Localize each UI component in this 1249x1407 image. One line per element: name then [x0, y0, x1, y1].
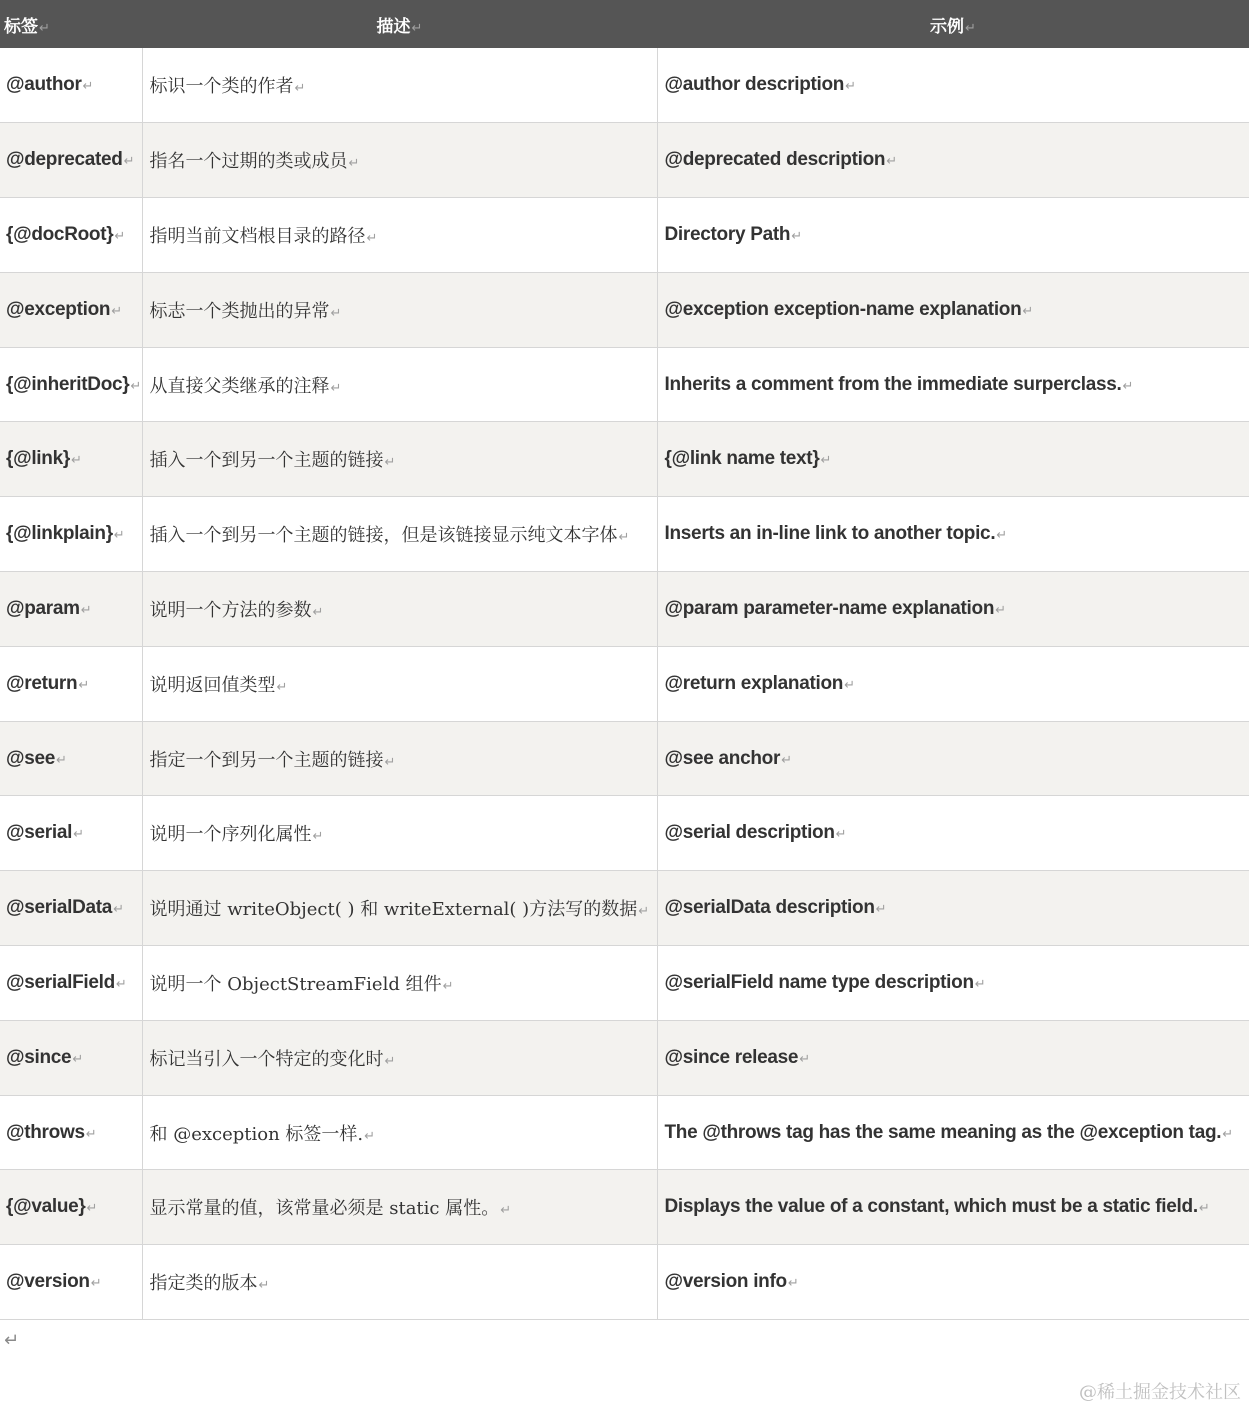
description-text: 显示常量的值，该常量必须是 static 属性。	[149, 1198, 500, 1220]
paragraph-mark-icon: ↵	[70, 453, 82, 469]
example-text: @deprecated description	[664, 149, 886, 171]
table-row	[0, 572, 1249, 647]
description-text: 指定一个到另一个主题的链接	[149, 749, 384, 771]
tag-text: @since	[6, 1046, 72, 1068]
paragraph-mark-icon: ↵	[638, 904, 650, 920]
paragraph-mark-icon: ↵	[276, 679, 288, 695]
table-row	[0, 871, 1249, 946]
table-row	[0, 497, 1249, 572]
paragraph-mark-icon: ↵	[111, 303, 123, 319]
description-text: 说明一个方法的参数	[149, 599, 312, 621]
paragraph-mark-icon: ↵	[312, 829, 324, 845]
description-cell	[142, 721, 657, 796]
tag-text: @exception	[6, 298, 111, 320]
tag-text: @serialData	[6, 897, 113, 919]
paragraph-mark-icon: ↵	[123, 154, 135, 170]
paragraph-mark-icon: ↵	[384, 1053, 396, 1069]
tag-cell	[0, 198, 142, 273]
example-text: @author description	[664, 74, 845, 96]
paragraph-mark-icon: ↵	[90, 1276, 102, 1292]
description-text: 指明当前文档根目录的路径	[149, 225, 366, 247]
example-text: @version info	[664, 1271, 787, 1293]
description-cell	[142, 1095, 657, 1170]
paragraph-mark-icon: ↵	[1198, 1201, 1210, 1217]
example-text: @since release	[664, 1046, 799, 1068]
example-cell	[657, 123, 1249, 198]
description-cell	[142, 572, 657, 647]
example-text: @serialField name type description	[664, 971, 974, 993]
table-row	[0, 1020, 1249, 1095]
paragraph-mark-icon: ↵	[1122, 378, 1134, 394]
example-cell	[657, 646, 1249, 721]
header-tag-label: 标签	[4, 16, 38, 37]
example-cell	[657, 796, 1249, 871]
description-text: 说明通过 writeObject( ) 和 writeExternal( )方法写的数据	[149, 899, 638, 921]
paragraph-mark-icon: ↵	[835, 827, 847, 843]
tag-cell	[0, 48, 142, 123]
tag-cell	[0, 946, 142, 1021]
tag-cell	[0, 1095, 142, 1170]
table-row	[0, 946, 1249, 1021]
tag-text: @param	[6, 597, 80, 619]
table-row	[0, 646, 1249, 721]
description-cell	[142, 646, 657, 721]
paragraph-mark-icon: ↵	[384, 754, 396, 770]
paragraph-mark-icon: ↵	[348, 156, 360, 172]
tag-cell	[0, 796, 142, 871]
tag-text: @see	[6, 747, 56, 769]
header-description-label: 描述	[376, 16, 411, 37]
tag-cell	[0, 572, 142, 647]
description-cell	[142, 198, 657, 273]
example-text: Directory Path	[664, 223, 791, 245]
paragraph-mark-icon: ↵	[113, 528, 125, 544]
paragraph-mark-icon: ↵	[82, 79, 94, 95]
description-text: 说明一个 ObjectStreamField 组件	[149, 973, 442, 995]
table-row	[0, 1170, 1249, 1245]
tag-cell	[0, 497, 142, 572]
paragraph-mark-icon: ↵	[85, 1126, 97, 1142]
description-cell	[142, 347, 657, 422]
header-tag	[0, 0, 142, 48]
example-cell	[657, 572, 1249, 647]
paragraph-mark-icon: ↵	[86, 1201, 98, 1217]
paragraph-mark-icon: ↵	[56, 752, 67, 768]
tag-cell	[0, 272, 142, 347]
table-row	[0, 1095, 1249, 1170]
tag-cell	[0, 1020, 142, 1095]
watermark: @稀土掘金技术社区	[1079, 1382, 1241, 1403]
example-cell	[657, 347, 1249, 422]
example-cell	[657, 198, 1249, 273]
description-cell	[142, 796, 657, 871]
paragraph-mark-icon: ↵	[80, 602, 92, 618]
description-cell	[142, 48, 657, 123]
paragraph-mark-icon: ↵	[411, 20, 423, 36]
paragraph-mark-icon: ↵	[875, 902, 887, 918]
header-description	[142, 0, 657, 48]
example-text: @serialData description	[664, 897, 875, 919]
tag-cell	[0, 347, 142, 422]
description-text: 标识一个类的作者	[149, 76, 294, 98]
description-cell	[142, 497, 657, 572]
table-row	[0, 721, 1249, 796]
paragraph-mark-icon: ↵	[115, 976, 127, 992]
paragraph-mark-icon: ↵	[330, 380, 342, 396]
description-text: 说明一个序列化属性	[149, 824, 312, 846]
tag-cell	[0, 422, 142, 497]
example-text: @param parameter-name explanation	[664, 597, 995, 619]
table-row	[0, 422, 1249, 497]
paragraph-mark-icon: ↵	[130, 378, 142, 394]
paragraph-mark-icon: ↵	[366, 230, 378, 246]
example-cell	[657, 1245, 1249, 1320]
example-text: Inserts an in-line link to another topic.	[664, 523, 996, 545]
tag-text: @version	[6, 1271, 90, 1293]
table-row	[0, 123, 1249, 198]
description-cell	[142, 1170, 657, 1245]
example-cell	[657, 497, 1249, 572]
paragraph-mark-icon: ↵	[500, 1203, 512, 1219]
paragraph-mark-icon: ↵	[886, 154, 898, 170]
description-text: 标记当引入一个特定的变化时	[149, 1048, 384, 1070]
tag-text: {@value}	[6, 1196, 86, 1218]
paragraph-mark-icon: ↵	[844, 677, 855, 693]
tag-text: @throws	[6, 1121, 85, 1143]
paragraph-mark-icon: ↵	[39, 20, 50, 36]
table-header-row	[0, 0, 1249, 48]
example-text: {@link name text}	[664, 448, 820, 470]
example-cell	[657, 871, 1249, 946]
description-text: 指名一个过期的类或成员	[149, 151, 348, 173]
paragraph-mark-icon: ↵	[1222, 1126, 1234, 1142]
description-text: 指定类的版本	[149, 1273, 258, 1295]
example-text: Inherits a comment from the immediate surperclass.	[664, 373, 1122, 395]
description-cell	[142, 1245, 657, 1320]
tag-cell	[0, 1245, 142, 1320]
paragraph-mark-icon: ↵	[78, 677, 90, 693]
tag-text: {@link}	[6, 448, 70, 470]
table-row	[0, 796, 1249, 871]
paragraph-mark-icon: ↵	[996, 528, 1008, 544]
tag-text: @return	[6, 672, 78, 694]
example-cell	[657, 946, 1249, 1021]
table-row	[0, 48, 1249, 123]
description-text: 插入一个到另一个主题的链接，但是该链接显示纯文本字体	[149, 525, 618, 547]
paragraph-mark-icon: ↵	[258, 1278, 270, 1294]
paragraph-mark-icon: ↵	[114, 228, 126, 244]
example-text: Displays the value of a constant, which must be a static field.	[664, 1196, 1198, 1218]
example-cell	[657, 272, 1249, 347]
paragraph-mark-icon: ↵	[312, 604, 324, 620]
description-cell	[142, 422, 657, 497]
tag-cell	[0, 871, 142, 946]
tag-cell	[0, 721, 142, 796]
table-row	[0, 272, 1249, 347]
description-text: 标志一个类抛出的异常	[149, 300, 330, 322]
description-cell	[142, 272, 657, 347]
paragraph-mark-icon: ↵	[294, 81, 306, 97]
example-text: The @throws tag has the same meaning as the @exception tag.	[664, 1121, 1222, 1143]
tag-text: {@linkplain}	[6, 523, 113, 545]
table-row	[0, 1245, 1249, 1320]
paragraph-mark-icon: ↵	[618, 530, 630, 546]
paragraph-mark-icon: ↵	[364, 1128, 376, 1144]
description-text: 插入一个到另一个主题的链接	[149, 450, 384, 472]
tag-cell	[0, 1170, 142, 1245]
paragraph-mark-icon: ↵	[113, 902, 124, 918]
tag-text: @serial	[6, 822, 73, 844]
description-text: 说明返回值类型	[149, 674, 276, 696]
example-text: @exception exception-name explanation	[664, 298, 1022, 320]
tag-cell	[0, 123, 142, 198]
tag-cell	[0, 646, 142, 721]
example-text: @serial description	[664, 822, 835, 844]
description-cell	[142, 123, 657, 198]
paragraph-mark-icon: ↵	[4, 1330, 20, 1351]
paragraph-mark-icon: ↵	[72, 1051, 84, 1067]
example-cell	[657, 48, 1249, 123]
example-cell	[657, 422, 1249, 497]
tag-text: {@inheritDoc}	[6, 373, 130, 395]
paragraph-mark-icon: ↵	[799, 1051, 811, 1067]
paragraph-mark-icon: ↵	[384, 455, 396, 471]
paragraph-mark-icon: ↵	[791, 228, 803, 244]
paragraph-mark-icon: ↵	[974, 976, 986, 992]
table-body	[0, 48, 1249, 1320]
paragraph-mark-icon: ↵	[995, 602, 1007, 618]
description-cell	[142, 1020, 657, 1095]
tag-text: @author	[6, 74, 82, 96]
paragraph-mark-icon: ↵	[787, 1276, 799, 1292]
table-row	[0, 198, 1249, 273]
example-text: @see anchor	[664, 747, 781, 769]
table-row	[0, 347, 1249, 422]
description-cell	[142, 946, 657, 1021]
tag-text: @deprecated	[6, 149, 123, 171]
tag-text: {@docRoot}	[6, 223, 114, 245]
header-example-label: 示例	[930, 16, 965, 37]
paragraph-mark-icon: ↵	[965, 20, 976, 36]
paragraph-mark-icon: ↵	[781, 752, 792, 768]
example-cell	[657, 1020, 1249, 1095]
description-text: 从直接父类继承的注释	[149, 375, 330, 397]
example-cell	[657, 1170, 1249, 1245]
paragraph-mark-icon: ↵	[330, 305, 342, 321]
example-text: @return explanation	[664, 672, 844, 694]
paragraph-mark-icon: ↵	[1022, 303, 1034, 319]
example-cell	[657, 1095, 1249, 1170]
paragraph-mark-icon: ↵	[820, 453, 832, 469]
paragraph-mark-icon: ↵	[845, 79, 857, 95]
paragraph-mark-icon: ↵	[442, 978, 454, 994]
description-text: 和 @exception 标签一样.	[149, 1123, 364, 1145]
tag-text: @serialField	[6, 971, 115, 993]
header-example	[657, 0, 1249, 48]
paragraph-mark-icon: ↵	[73, 827, 84, 843]
description-cell	[142, 871, 657, 946]
example-cell	[657, 721, 1249, 796]
